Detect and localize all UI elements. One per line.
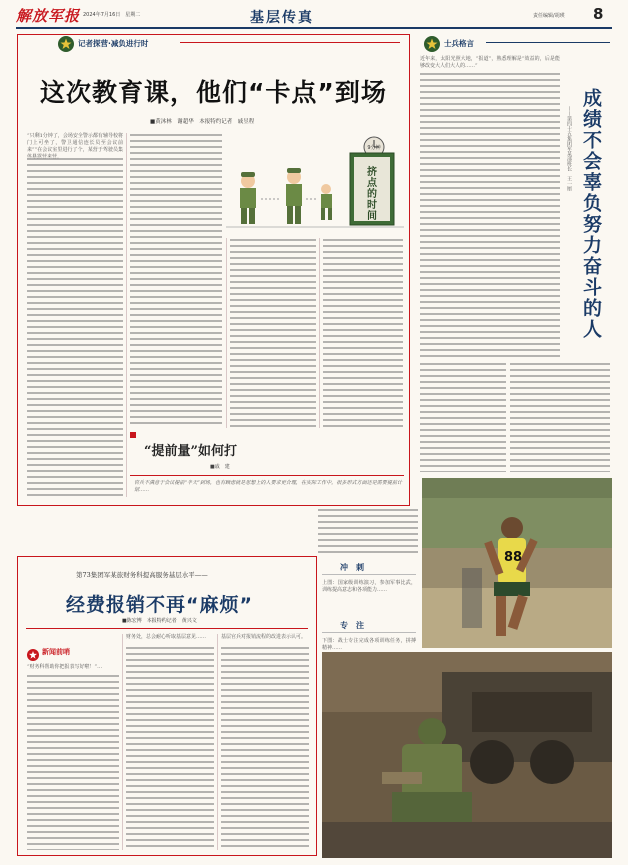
comment-heading-sprint: 冲 刺 <box>340 562 364 572</box>
soldier-motto-headline: 成绩不会辜负努力奋斗的人 <box>580 88 602 340</box>
lower-article-byline: ■陈宏博 本报特约记者 黄兴文 <box>122 618 197 624</box>
lower-text-column <box>126 646 214 850</box>
middle-text-column <box>318 508 418 553</box>
feature-byline: ■黄沐林 谢超华 本报特约记者 戚昱程 <box>150 119 255 125</box>
soldier-text-column <box>420 72 560 358</box>
section-title: 基层传真 <box>250 10 314 26</box>
feature-text-column <box>27 157 123 497</box>
comment-text-focus: 下图：战士专注完成各项训练任务，拼搏精神…… <box>322 638 416 651</box>
cartoon-sign-char: 时 <box>367 200 377 211</box>
runner-photo <box>422 478 612 648</box>
cartoon-clock-label: 9分钟 <box>367 145 381 151</box>
lower-section-label: 新闻前哨 <box>42 648 70 656</box>
soldier-intro: 近年来，太阳光照大地，“报道”，熟悉理解是“效益的，后是能够改变大人们大人的……” <box>420 56 560 69</box>
sub-article-tag <box>130 432 136 438</box>
lower-body-col2: 财务处，总会耐心听取基层意见…… <box>126 634 207 640</box>
cartoon-sign-char: 挤 <box>367 167 377 178</box>
date-line: 2024年7月16日 星期二 <box>83 12 141 18</box>
comment-text-sprint: 上图：国家级训练演习，参加军事比武，训练提高意志和各项能力…… <box>322 580 416 593</box>
lower-article-headline: 经费报销不再“麻烦” <box>66 594 253 616</box>
training-photo <box>322 652 612 858</box>
soldier-motto-attribution: ——第四十五集团军某部班长 王一厘 <box>566 106 572 191</box>
star-badge-icon <box>27 646 39 658</box>
editor-credit: 责任编辑/胡瑛 <box>533 13 565 19</box>
lower-body-lead: “财务科帮助你把报表写好啦！”… <box>27 664 103 670</box>
soldier-text-column <box>420 362 506 472</box>
feature-headline: 这次教育课，他们“卡点”到场 <box>40 78 387 107</box>
soldier-kicker: 士兵格言 <box>444 39 474 48</box>
feature-text-column <box>323 238 403 428</box>
lower-article-kicker: 第73集团军某旅财务科提高服务基层水平—— <box>76 571 208 579</box>
comment-rule <box>322 574 416 575</box>
masthead-rule <box>16 27 612 29</box>
feature-kicker: 记者探营·减负进行时 <box>78 39 149 48</box>
sub-article-byline: ■戚 建 <box>210 464 230 470</box>
cartoon-sign-char: 间 <box>367 211 377 222</box>
kicker-rule <box>180 42 400 43</box>
cartoon-sign <box>354 167 390 222</box>
lower-text-column <box>27 674 119 850</box>
star-badge-icon <box>424 36 440 52</box>
sub-article-intro: 官兵不满意于会议提前“半天”到场，也有顾虑就是思想上的人要求更合理，在实际工作中，很多形式方面还是需要提前计划…… <box>134 480 402 493</box>
comment-heading-focus: 专 注 <box>340 620 364 630</box>
feature-lead: “只剩1分钟了，会场安全警示都有辅导校将门上可坐了，警卫通信连长员至会议前来”“在会议室里进行了个，某营于驾驶员集 <box>27 133 123 153</box>
cartoon-sign-char: 点 <box>367 178 377 189</box>
feature-text-column <box>230 238 316 428</box>
lower-kicker-rule <box>26 628 308 629</box>
runner-bib-number: 88 <box>503 550 523 565</box>
cartoon-sign-char: 的 <box>367 189 377 200</box>
kicker-rule <box>486 42 610 43</box>
cartoon-illustration <box>226 133 404 233</box>
newspaper-logo: 解放军报 <box>16 7 81 25</box>
feature-text-column <box>130 133 222 428</box>
page-number: 8 <box>593 5 604 23</box>
masthead <box>0 0 628 30</box>
soldier-text-column <box>510 362 610 472</box>
lower-body-col3: 基层官兵对报销流程的改进表示认可。 <box>221 634 307 640</box>
lower-text-column <box>221 646 309 850</box>
comment-rule <box>322 632 416 633</box>
sub-article-divider <box>130 475 404 476</box>
sub-article-headline: “提前量”如何打 <box>144 444 237 459</box>
star-badge-icon <box>58 36 74 52</box>
